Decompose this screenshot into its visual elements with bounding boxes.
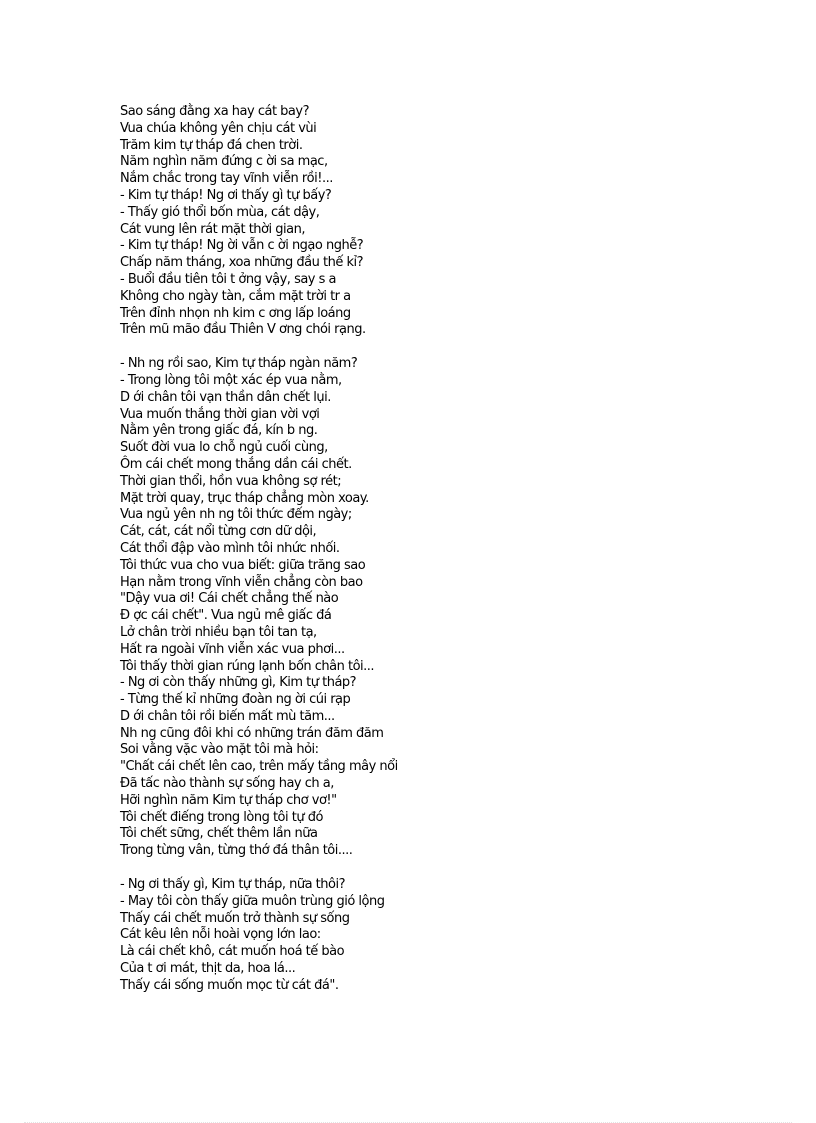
poem-line: D ới chân tôi rồi biến mất mù tăm... — [120, 708, 335, 724]
poem-line: - Ng ơi thấy gì, Kim tự tháp, nữa thôi? — [120, 877, 345, 893]
poem-line: - Kim tự tháp! Ng ời vẫn c ời ngạo nghễ? — [120, 238, 364, 254]
poem-line: Đ ợc cái chết". Vua ngủ mê giấc đá — [120, 608, 332, 624]
poem-line: Đã tấc nào thành sự sống hay ch a, — [120, 776, 334, 792]
poem-line: Sao sáng đằng xa hay cát bay? — [120, 104, 309, 119]
poem-line: Trên đỉnh nhọn nh kim c ơng lấp loáng — [120, 305, 351, 321]
poem-line: Hỡi nghìn năm Kim tự tháp chơ vơ!" — [120, 792, 337, 808]
poem-line: Nằm yên trong giấc đá, kín b ng. — [120, 423, 318, 439]
poem-line: - Buổi đầu tiên tôi t ởng vậy, say s a — [120, 271, 337, 287]
poem-line: - Nh ng rồi sao, Kim tự tháp ngàn năm? — [120, 356, 358, 372]
stanza-2 — [120, 356, 640, 860]
poem-line: Thấy cái sống muốn mọc từ cát đá". — [120, 977, 339, 993]
poem-line: Tôi thức vua cho vua biết: giữa trăng sao — [120, 557, 366, 573]
poem-line: Chấp năm tháng, xoa những đầu thế kỉ? — [120, 255, 364, 271]
stanza-3 — [120, 877, 640, 995]
poem-line: Hạn nằm trong vĩnh viễn chẳng còn bao — [120, 574, 363, 590]
poem-line: Nắm chắc trong tay vĩnh viễn rồi!... — [120, 171, 333, 187]
poem-line: Cát vung lên rát mặt thời gian, — [120, 221, 305, 237]
poem-line: Vua chúa không yên chịu cát vùi — [120, 120, 317, 136]
poem-line: Vua muốn thắng thời gian vời vợi — [120, 406, 320, 422]
poem-line: Là cái chết khô, cát muốn hoá tế bào — [120, 944, 345, 960]
poem-line: Trong từng vân, từng thớ đá thân tôi.... — [120, 843, 353, 859]
poem-line: Hất ra ngoài vĩnh viễn xác vua phơi... — [120, 641, 345, 657]
poem-line: Cát kêu lên nỗi hoài vọng lớn lao: — [120, 927, 321, 943]
poem-line: - Trong lòng tôi một xác ép vua nằm, — [120, 372, 342, 388]
poem-line: - Kim tự tháp! Ng ơi thấy gì tự bấy? — [120, 187, 332, 203]
poem-line: Cát, cát, cát nổi từng cơn dữ dội, — [120, 524, 317, 540]
poem-line: Năm nghìn năm đứng c ời sa mạc, — [120, 154, 328, 170]
poem-line: Không cho ngày tàn, cắm mặt trời tr a — [120, 288, 351, 304]
poem-line: Mặt trời quay, trục tháp chẳng mòn xoay. — [120, 490, 369, 506]
poem-line: Nh ng cũng đôi khi có những trán đăm đăm — [120, 725, 384, 741]
poem-line: D ới chân tôi vạn thần dân chết lụi. — [120, 389, 331, 405]
poem-line: Soi vằng vặc vào mặt tôi mà hỏi: — [120, 742, 319, 758]
poem-line: Tôi chết sững, chết thêm lần nữa — [120, 826, 318, 842]
poem-line: Tôi thấy thời gian rúng lạnh bốn chân tôi... — [120, 658, 375, 674]
poem-line: Thời gian thổi, hồn vua không sợ rét; — [120, 473, 342, 489]
poem-line: Suốt đời vua lo chỗ ngủ cuối cùng, — [120, 440, 328, 456]
poem-line: Cát thổi đập vào mình tôi nhức nhối. — [120, 540, 340, 556]
poem-line: Của t ơi mát, thịt da, hoa lá... — [120, 961, 296, 977]
poem-line: Trên mũ mão đầu Thiên V ơng chói rạng. — [120, 322, 366, 338]
poem-line: Tôi chết điếng trong lòng tôi tự đó — [120, 809, 323, 825]
poem-line: "Chất cái chết lên cao, trên mấy tầng mây nổi — [120, 759, 398, 775]
poem-line: - Thấy gió thổi bốn mùa, cát dậy, — [120, 204, 320, 220]
poem-line: - Từng thế kỉ những đoàn ng ời cúi rạp — [120, 692, 351, 708]
poem-line: Vua ngủ yên nh ng tôi thức đếm ngày; — [120, 507, 352, 523]
poem-body — [120, 104, 640, 995]
poem-line: Trăm kim tự tháp đá chen trời. — [120, 137, 303, 153]
poem-line: Thấy cái chết muốn trở thành sự sống — [120, 910, 350, 926]
poem-line: Ôm cái chết mong thắng dần cái chết. — [120, 456, 352, 472]
poem-line: "Dậy vua ơi! Cái chết chẳng thế nào — [120, 591, 339, 607]
stanza-1 — [120, 104, 640, 339]
poem-line: - Ng ơi còn thấy những gì, Kim tự tháp? — [120, 675, 357, 691]
poem-line: Lở chân trời nhiều bạn tôi tan tạ, — [120, 624, 317, 640]
poem-line: - May tôi còn thấy giữa muôn trùng gió lộng — [120, 893, 385, 909]
